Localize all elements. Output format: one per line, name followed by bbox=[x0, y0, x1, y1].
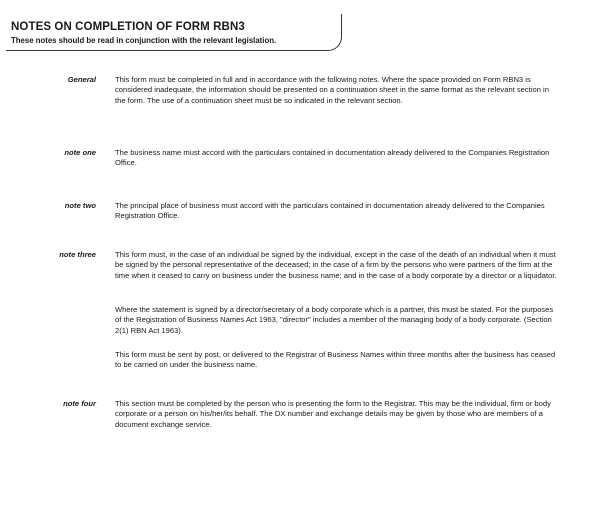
note-paragraph: This form must be sent by post, or delivered to the Registrar of Business Names within three months after the business has ceased to be carried on under the business name. bbox=[115, 350, 556, 370]
note-text-two bbox=[115, 201, 560, 222]
note-text-general bbox=[115, 75, 560, 106]
note-text-three bbox=[115, 250, 560, 281]
note-paragraph: Where the statement is signed by a director/secretary of a body corporate which is a partner, this must be stated. For the purposes of the Registration of Business Names Act 1963, "director" includes a member of the managing body of a body corporate. (Section 2(1) RBN Act 1963). bbox=[115, 305, 554, 335]
page-subtitle: These notes should be read in conjunction with the relevant legislation. bbox=[11, 36, 277, 45]
note-paragraph: This form must be completed in full and in accordance with the following notes. Where the space provided on Form RBN3 is considered inadequate, the information should be presented on a continuation sheet in the same format as the relevant section in the form. The use of a continuation sheet must be so indicated in the relevant section. bbox=[115, 75, 549, 105]
note-label-three: note three bbox=[59, 250, 96, 259]
note-text-three-part3 bbox=[115, 350, 560, 371]
note-paragraph: This section must be completed by the person who is presenting the form to the Registrar. This may be the individual, firm or body corporate or a person on his/her/its behalf. The DX number and exchange details may be given by those who are members of a document exchange service. bbox=[115, 399, 551, 429]
note-label-four: note four bbox=[63, 399, 96, 408]
note-paragraph: The business name must accord with the particulars contained in documentation already delivered to the Companies Registration Office. bbox=[115, 148, 550, 168]
note-paragraph: The principal place of business must accord with the particulars contained in documentation already delivered to the Companies Registration Office. bbox=[115, 201, 545, 221]
note-text-four bbox=[115, 399, 560, 430]
page-title: NOTES ON COMPLETION OF FORM RBN3 bbox=[11, 21, 245, 33]
note-label-general: General bbox=[67, 75, 96, 84]
note-paragraph: This form must, in the case of an individual be signed by the individual, except in the case of the death of an individual when it must be signed by the personal representative of the deceased; in the case of a firm by the persons who were partners of the firm at the time when it ceased to carry on business under the business name; and in the case of a body corporate by a director or a liquidator. bbox=[115, 250, 557, 280]
note-label-one: note one bbox=[64, 148, 96, 157]
note-text-one bbox=[115, 148, 560, 169]
note-label-two: note two bbox=[64, 201, 96, 210]
note-text-three-part2 bbox=[115, 305, 560, 336]
